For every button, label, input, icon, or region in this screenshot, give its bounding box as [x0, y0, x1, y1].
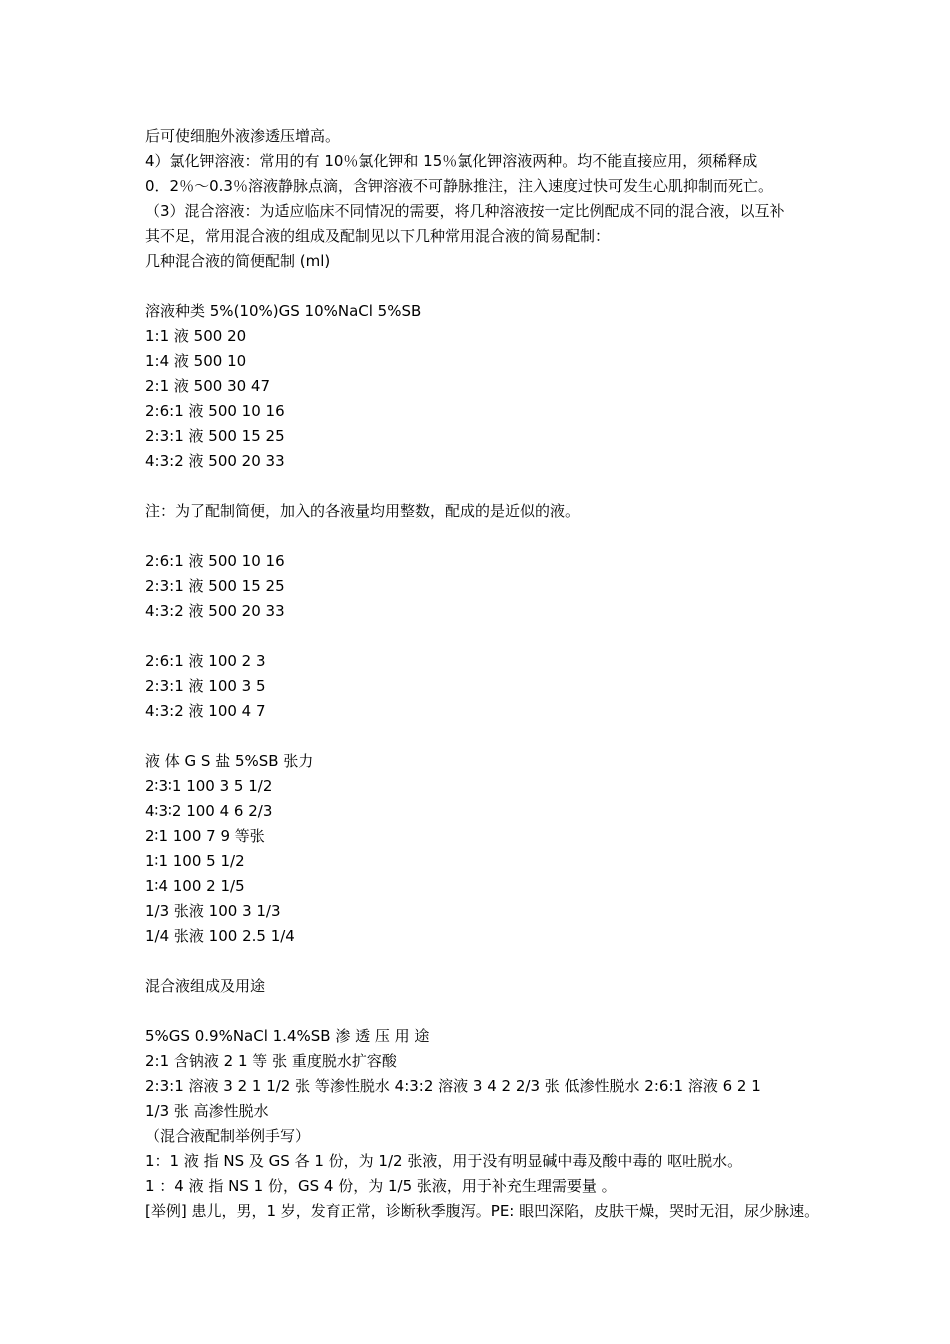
table-row: 1/4 张液 100 2.5 1/4 [145, 927, 295, 945]
section-title: 混合液组成及用途 [145, 977, 266, 995]
table-row: 4:3:2 液 500 20 33 [145, 452, 285, 470]
table-row: 2:3:1 溶液 3 2 1 1/2 张 等渗性脱水 4:3:2 溶液 3 4 2 2/3 张 低渗性脱水 2:6:1 溶液 6 2 1 [145, 1077, 761, 1095]
table-row: 1:1 液 500 20 [145, 327, 247, 345]
text-line: 0．2％～0.3％溶液静脉点滴，含钾溶液不可静脉推注，注入速度过快可发生心肌抑制而死亡。 [145, 177, 773, 195]
table-row: 2:6:1 液 100 2 3 [145, 652, 266, 670]
table-row: 2:6:1 液 500 10 16 [145, 552, 285, 570]
table-row: 4:3:2 液 100 4 7 [145, 702, 266, 720]
table-row: 1:4 液 500 10 [145, 352, 247, 370]
text-line: 1 ：4 液 指 NS 1 份，GS 4 份，为 1/5 张液，用于补充生理需要量 。 [145, 1177, 617, 1195]
table-header: 溶液种类 5%(10%)GS 10%NaCl 5%SB [145, 302, 422, 320]
table-row: 2:3:1 液 100 3 5 [145, 677, 266, 695]
table-row: 4:3:2 液 500 20 33 [145, 602, 285, 620]
table-row: 1∶4 100 2 1/5 [145, 877, 245, 895]
blank-line [145, 999, 845, 1024]
table-row: 1/3 张液 100 3 1/3 [145, 902, 281, 920]
table-header: 液 体 G S 盐 5%SB 张力 [145, 752, 314, 770]
text-line: 后可使细胞外液渗透压增高。 [145, 127, 341, 145]
text-line: 4）氯化钾溶液：常用的有 10％氯化钾和 15％氯化钾溶液两种。均不能直接应用，须稀释成 [145, 152, 758, 170]
note-line: 注：为了配制简便，加入的各液量均用整数，配成的是近似的液。 [145, 502, 581, 520]
section-title: 几种混合液的简便配制 (ml) [145, 252, 331, 270]
table-row: 2∶1 100 7 9 等张 [145, 827, 265, 845]
table-row: 2:6:1 液 500 10 16 [145, 402, 285, 420]
blank-line [145, 474, 845, 499]
blank-line [145, 524, 845, 549]
text-line: （3）混合溶液：为适应临床不同情况的需要，将几种溶液按一定比例配成不同的混合液，以互补 [145, 202, 785, 220]
table-row: 2:3:1 液 500 15 25 [145, 577, 285, 595]
table-row: 1∶1 100 5 1/2 [145, 852, 245, 870]
text-line: [举例] 患儿，男，1 岁，发育正常，诊断秋季腹泻。PE: 眼凹深陷，皮肤干燥，哭时无泪，尿少脉速。 [145, 1202, 820, 1220]
table-row: 2:1 液 500 30 47 [145, 377, 271, 395]
table-row: 2:1 含钠液 2 1 等 张 重度脱水扩容酸 [145, 1052, 397, 1070]
text-line: 其不足，常用混合液的组成及配制见以下几种常用混合液的简易配制： [145, 227, 611, 245]
blank-line [145, 624, 845, 649]
table-row: 4∶3∶2 100 4 6 2/3 [145, 802, 273, 820]
table-row: 2:3:1 液 500 15 25 [145, 427, 285, 445]
blank-line [145, 949, 845, 974]
text-line: （混合液配制举例手写） [145, 1127, 311, 1145]
table-header: 5%GS 0.9%NaCl 1.4%SB 渗 透 压 用 途 [145, 1027, 430, 1045]
table-row: 2∶3∶1 100 3 5 1/2 [145, 777, 273, 795]
blank-line [145, 274, 845, 299]
text-line: 1：1 液 指 NS 及 GS 各 1 份，为 1/2 张液，用于没有明显碱中毒及酸中毒的 呕吐脱水。 [145, 1152, 743, 1170]
blank-line [145, 724, 845, 749]
document-body [145, 124, 845, 1224]
table-row: 1/3 张 高渗性脱水 [145, 1102, 269, 1120]
